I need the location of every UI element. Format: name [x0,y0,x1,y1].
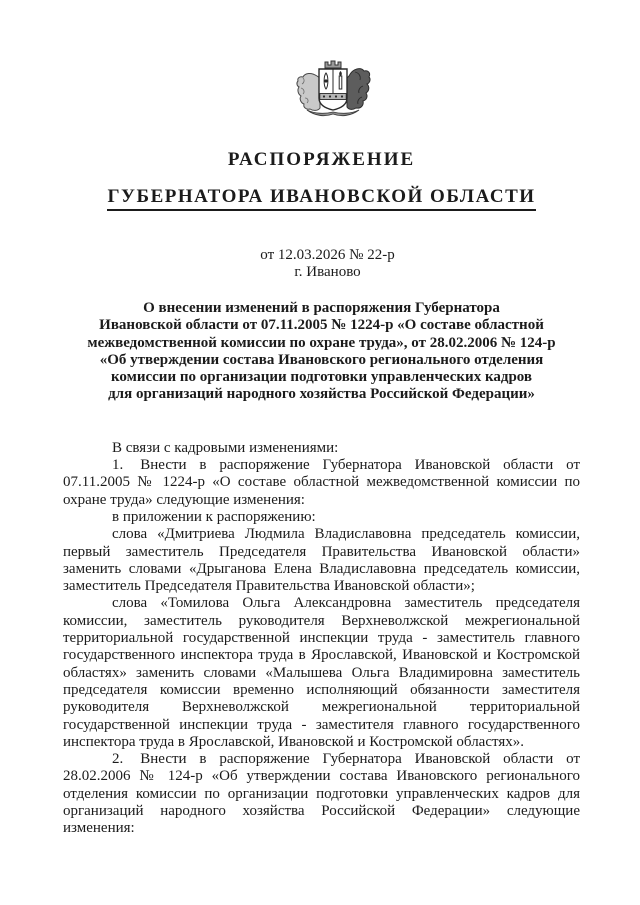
issuing-authority-title: ГУБЕРНАТОРА ИВАНОВСКОЙ ОБЛАСТИ [107,186,535,211]
paragraph-number: 2. [112,751,124,768]
paragraph-text: слова «Дмитриева Людмила Владиславовна председатель комиссии, первый заместитель Председателя Правительства Ивановской области» заменить словами «Дрыганова Елена Владиславовна председатель комиссии, заместитель Председателя Правительства Ивановской области»; [63,526,580,595]
document-subject [63,300,580,404]
body-paragraph [63,526,580,595]
place-line: г. Иваново [294,264,361,280]
subject-line: О внесении изменений в распоряжения Губернатора [143,300,500,316]
subject-line: Ивановской области от 07.11.2005 № 1224-р «О составе областной [99,317,544,334]
date-number-line: от 12.03.2026 № 22-р [260,247,395,263]
body-paragraph [63,457,580,509]
emblem-container [63,0,580,123]
paragraph-text: В связи с кадровыми изменениями: [112,439,339,456]
subject-line: межведомственной комиссии по охране труда», от 28.02.2006 № 124-р [87,334,556,351]
subject-line: для организаций народного хозяйства Российской Федерации» [108,386,535,403]
paragraph-text: в приложении к распоряжению: [112,508,316,525]
body-paragraph [63,509,580,526]
body-paragraph [63,751,580,837]
issuing-authority-line [63,186,580,211]
body-paragraph [63,440,580,457]
coat-of-arms-ivanovo-icon [293,60,373,123]
paragraph-text: Внести в распоряжение Губернатора Ивановской области от 07.11.2005 № 1224-р «О составе областной межведомственной комиссии по охране труда» следующие изменения: [63,457,580,508]
subject-line: «Об утверждении состава Ивановского регионального отделения [99,351,544,368]
subject-line: комиссии по организации подготовки управленческих кадров [110,369,533,386]
body-paragraph [63,595,580,751]
paragraph-number: 1. [112,457,124,474]
paragraph-text: слова «Томилова Ольга Александровна заместитель председателя комиссии, заместитель руководителя Верхневолжской межрегиональной территориальной государственной инспекции труда - заместитель главного государственного инспектора труда в Ярославской, Ивановской и Костромской областях» заменить словами «Малышева Ольга Владимировна заместитель председателя комиссии временно исполняющий обязанности заместителя руководителя Верхневолжской межрегиональной территориальной государственной инспекции труда - заместителя главного государственного инспектора труда в Ярославской, Ивановской и Костромской областях». [63,595,580,750]
document-type-title: РАСПОРЯЖЕНИЕ [227,149,416,170]
document-body [63,440,580,838]
paragraph-text: Внести в распоряжение Губернатора Ивановской области от 28.02.2006 № 124-р «Об утверждении состава Ивановского регионального отделения комиссии по организации подготовки управленческих кадров для организаций народного хозяйства Российской Федерации» следующие изменения: [63,751,580,837]
